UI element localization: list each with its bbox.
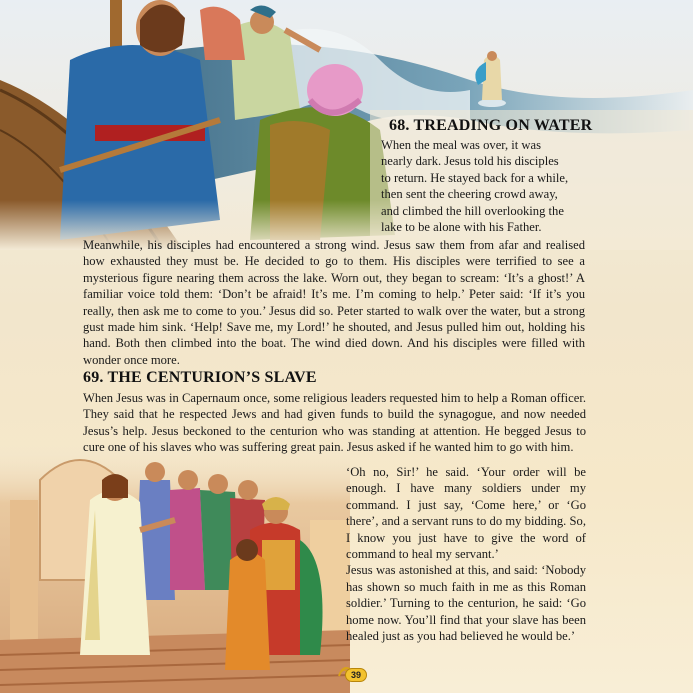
story-68-intro-line: nearly dark. Jesus told his disciples [381,154,559,169]
story-69-right-column [346,464,586,644]
page-number: 39 [345,668,367,682]
story-68-intro-line: then sent the cheering crowd away, [381,187,558,202]
story-68-heading: 68. TREADING ON WATER [389,117,593,134]
illustration-jesus-and-centurion [0,440,350,693]
story-68-intro-line: to return. He stayed back for a while, [381,170,569,185]
story-68-intro-line: lake to be alone with his Father. [381,220,542,235]
story-68-intro-line: When the meal was over, it was [381,138,542,152]
story-68-intro-line: and climbed the hill overlooking the [381,203,564,218]
story-68-body-paragraph: Meanwhile, his disciples had encountered a strong wind. Jesus saw them from afar and realised how exhausted they must be. He decided to go to them. His disciples were terrified to see a mysterious figure nearing them across the lake. Worn out, they began to scream: ‘It’s a ghost!’ A familiar voice told them: ‘Don’t be afraid! It’s me. I’m coming to help.’ Peter said: ‘If it’s you really, then ask me to come to you.’ Jesus did so. Peter started to walk over the water, but a strong gust made him sink. ‘Help! Save me, my Lord!’ he shouted, and Jesus pulled him out, holding his hand. Both then climbed into the boat. The wind died down. And his disciples were filled with wonder once more. [83,238,585,367]
story-68-body [83,237,585,368]
story-69-column-paragraph: ‘Oh no, Sir!’ he said. ‘Your order will be enough. I have many soldiers under my command. I just say, ‘Come here,’ or ‘Go there’, and a servant runs to do my bidding. So, I know you just have to give the word of command to heal my servant.’ [346,465,586,562]
story-69-column-paragraph: Jesus was astonished at this, and said: ‘Nobody has shown so much faith in me as this Roman soldier.’ Turning to the centurion, he said: ‘Go home now. You’ll find that your slave has been healed just as you had believed he would be.’ [346,563,586,644]
story-69-heading: 69. THE CENTURION’S SLAVE [83,369,317,386]
story-69-body [83,390,586,456]
story-69-body-paragraph: When Jesus was in Capernaum once, some religious leaders requested him to help a Roman officer. They said that he respected Jews and had given funds to build the synagogue, and now needed Jesus’s help. Jesus beckoned to the centurion who was standing at attention. He begged Jesus to cure one of his slaves who was suffering great pain. Jesus asked if he wanted him to go with him. [83,391,586,455]
story-68-intro-column [381,137,584,235]
